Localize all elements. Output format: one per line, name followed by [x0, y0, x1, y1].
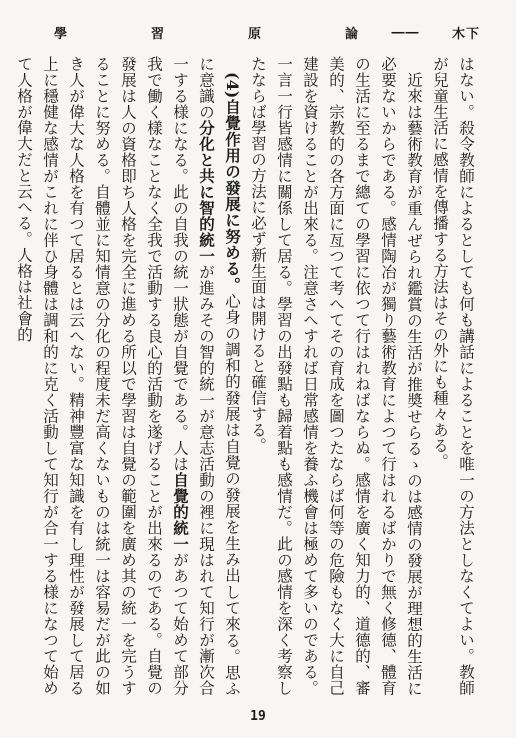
paragraph-2-text-a: 近來は藝術教育が重んぜられ鑑賞の生活が推奬せらるゝのは感情の發展が理想的生活に必要ないからである。感情陶冶が獨り藝術教育によつて行はれるばかりで無く修德、體育の生活に至るまで總ての學習に依つて行はれねばならぬ。 — [353, 56, 423, 696]
header-author: 木下 — [451, 26, 480, 42]
header-title-char-1: 論 — [345, 26, 360, 42]
paragraph-2 — [245, 56, 427, 696]
paragraph-1-text: はない。殺令教師によるとしても何も講話によることを唯一の方法としなくてよい。教師が兒童生活に感情を傳播する方法はその外にも種々ある。 — [431, 56, 475, 696]
header-title-char-2: 原 — [248, 26, 263, 42]
running-header — [54, 22, 480, 42]
paragraph-3-text-a: 心身の調和的發展は自覺の發展を生み出して來る。思ふに意識の — [197, 56, 241, 697]
paragraph-1 — [427, 56, 479, 696]
section-heading: (4)自覺作用の發展に努める。 — [223, 71, 242, 293]
vertical-body-text — [15, 56, 479, 697]
header-title-char-3: 習 — [151, 26, 166, 42]
header-title-char-4: 學 — [54, 26, 69, 42]
paragraph-3-text-c: が進みその智的統一が意志活動の裡に現はれて知行が漸次合一する様になる。此の自我の統一狀態が自覺である。人は — [171, 56, 215, 696]
emphasis-intellectual-unity: 分化と共に智的統一 — [197, 120, 216, 265]
paragraph-2-text-b: 感情を廣く知力的、道德的、審美的、宗教的の各方面に亙つて考へてその育成を圖つたならば何等の危險もなく大に自己建設を資けることが出來る。注意さへすれば日常感情を養ふ機會は極めて多いのである。一言一行皆感情に關係して居る。學習の出發點も歸着點も感情だ。此の感情を深く考察したならば學習の方法に必ず新生面は開けると確信する。 — [249, 56, 371, 696]
header-dash: ―― — [391, 24, 420, 40]
page-number: 19 — [250, 709, 266, 724]
emphasis-self-aware-unity: 自覺的統一 — [171, 472, 190, 553]
paragraph-3 — [11, 56, 245, 696]
paragraph-3-text-e: があつて始めて部分我で働く樣なことなく全我で活動する良心的活動を遂げることが出來るのである。自覺の發展は人の資格即ち人格を完全に進める所以で學習は自覺の範圍を廣め其の統一を完うすることに努める。自體並に知情意の分化の程度未だ高くないものは統一は容易だが此の如き人が偉大な人格を有つて居るとは云へない。精神豐富な知識を有し理性が發展して居る上に穩健な感情がこれに伴ひ身體は調和的に克く活動して知行が合一する様になつて始めて人格が偉大だと云へる。人格は社會的 — [15, 56, 189, 696]
